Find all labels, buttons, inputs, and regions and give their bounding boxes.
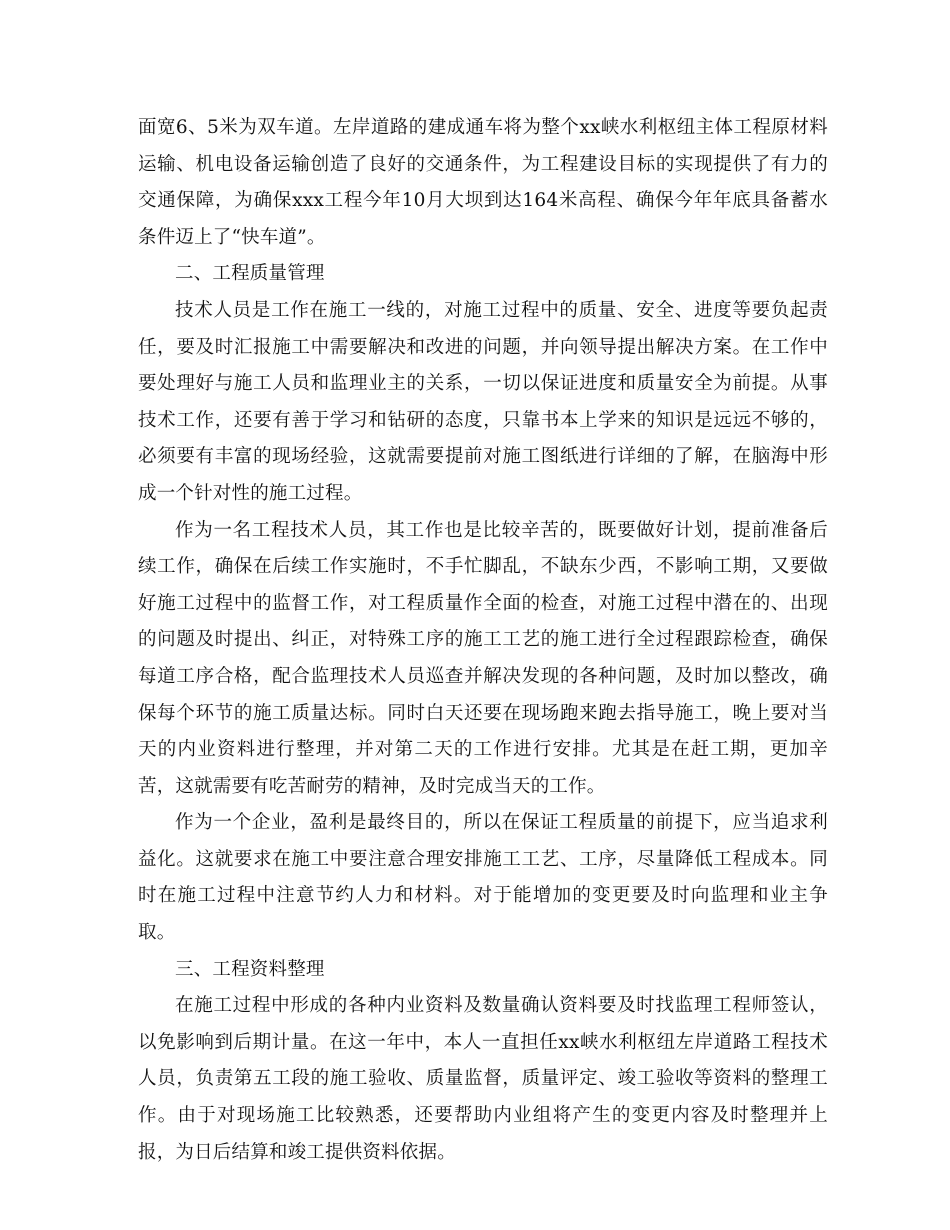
paragraph-technician-work: 作为一名工程技术人员，其工作也是比较辛苦的，既要做好计划，提前准备后续工作，确保在后续工作实施时，不手忙脚乱，不缺东少西，不影响工期，又要做好施工过程中的监督工作，对工程质量作全面的检查，对施工过程中潜在的、出现的问题及时提出、纠正，对特殊工序的施工工艺的施工进行全过程跟踪检查，确保每道工序合格，配合监理技术人员巡查并解决发现的各种问题，及时加以整改，确保每个环节的施工质量达标。同时白天还要在现场跑来跑去指导施工，晚上要对当天的内业资料进行整理，并对第二天的工作进行安排。尤其是在赶工期，更加辛苦，这就需要有吃苦耐劳的精神，及时完成当天的工作。 bbox=[138, 519, 828, 797]
paragraph-technician-responsibility: 技术人员是工作在施工一线的，对施工过程中的质量、安全、进度等要负起责任，要及时汇报施工中需要解决和改进的问题，并向领导提出解决方案。在工作中要处理好与施工人员和监理业主的关系，一切以保证进度和质量安全为前提。从事技术工作，还要有善于学习和钻研的态度，只靠书本上学来的知识是远远不够的，必须要有丰富的现场经验，这就需要提前对施工图纸进行详细的了解，在脑海中形成一个针对性的施工过程。 bbox=[138, 299, 828, 504]
paragraph-road-completion: 面宽6、5米为双车道。左岸道路的建成通车将为整个xx峡水利枢纽主体工程原材料运输、机电设备运输创造了良好的交通条件，为工程建设目标的实现提供了有力的交通保障，为确保xxx工程今年10月大坝到达164米高程、确保今年年底具备蓄水条件迈上了“快车道”。 bbox=[138, 117, 828, 248]
section-heading-quality-management: 二、工程质量管理 bbox=[175, 263, 325, 285]
document-body bbox=[138, 110, 828, 1171]
section-heading-documentation: 三、工程资料整理 bbox=[175, 958, 325, 980]
paragraph-documentation: 在施工过程中形成的各种内业资料及数量确认资料要及时找监理工程师签认，以免影响到后期计量。在这一年中，本人一直担任xx峡水利枢纽左岸道路工程技术人员，负责第五工段的施工验收、质量监督，质量评定、竣工验收等资料的整理工作。由于对现场施工比较熟悉，还要帮助内业组将产生的变更内容及时整理并上报，为日后结算和竣工提供资料依据。 bbox=[138, 995, 828, 1163]
paragraph-profit-cost: 作为一个企业，盈利是最终目的，所以在保证工程质量的前提下，应当追求利益化。这就要求在施工中要注意合理安排施工工艺、工序，尽量降低工程成本。同时在施工过程中注意节约人力和材料。对于能增加的变更要及时向监理和业主争取。 bbox=[138, 812, 828, 944]
